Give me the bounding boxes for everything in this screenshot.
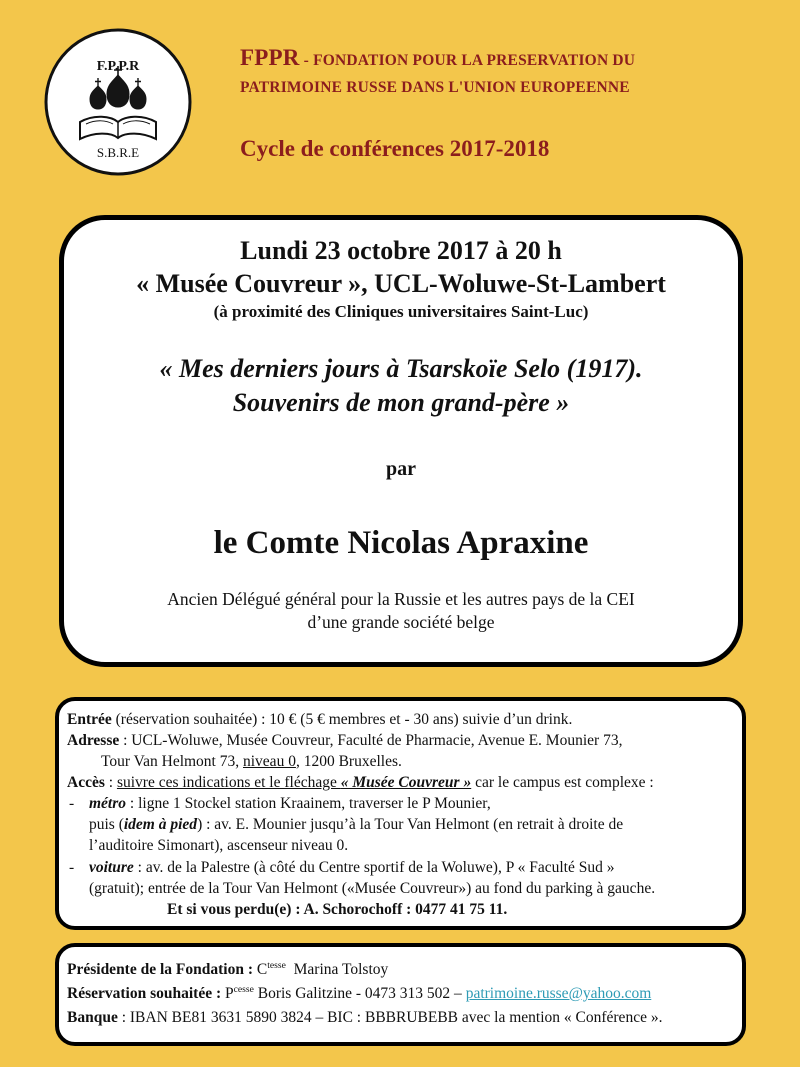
presidente-label: Présidente de la Fondation : xyxy=(67,961,257,978)
metro-line2-pre: puis ( xyxy=(89,816,124,834)
fppr-logo-svg xyxy=(42,26,194,178)
practical-info-box xyxy=(55,697,746,930)
event-proximity: (à proximité des Cliniques universitaires Saint-Luc) xyxy=(213,302,589,322)
speaker-description-line2: d’une grande société belge xyxy=(307,612,495,633)
presidente-line xyxy=(67,958,732,982)
metro-line1: : ligne 1 Stockel station Kraainem, traverser le P Mounier, xyxy=(126,795,491,813)
email-link[interactable]: patrimoine.russe@yahoo.com xyxy=(465,985,652,1003)
logo-bottom-text: S.B.R.E xyxy=(96,145,140,160)
entree-line xyxy=(67,709,732,730)
banque-text: : IBAN BE81 3631 5890 3824 – BIC : BBBRUBEBB avec la mention « Conférence ». xyxy=(117,1009,663,1027)
metro-line2 xyxy=(89,814,732,835)
presidente-title-sup: tesse xyxy=(267,959,286,971)
contact-box xyxy=(55,943,746,1046)
cycle-title: Cycle de conférences 2017-2018 xyxy=(240,136,550,161)
voiture-line1: : av. de la Palestre (à côté du Centre sportif de la Woluwe), P « Faculté Sud » xyxy=(133,858,615,876)
adresse-line2 xyxy=(67,751,732,772)
metro-line2-emphasis: idem à pied xyxy=(123,816,198,834)
org-title xyxy=(240,44,785,101)
event-venue: « Musée Couvreur », UCL-Woluwe-St-Lambert xyxy=(136,269,666,299)
reservation-line xyxy=(67,982,732,1006)
speaker-name: le Comte Nicolas Apraxine xyxy=(213,524,589,561)
banque-line xyxy=(67,1006,732,1030)
reservation-label: Réservation souhaitée : xyxy=(67,985,225,1003)
org-title-line1 xyxy=(240,44,785,74)
talk-title xyxy=(64,352,738,420)
acces-musee-couvreur: « Musée Couvreur » xyxy=(340,774,472,792)
dash-bullet: - xyxy=(69,795,75,813)
adresse-line1 xyxy=(67,730,732,751)
event-box xyxy=(59,215,743,667)
fppr-logo xyxy=(42,26,194,178)
org-title-line2: PATRIMOINE RUSSE DANS L'UNION EUROPEENNE xyxy=(240,79,630,96)
par-label: par xyxy=(386,457,416,480)
entree-label: Entrée xyxy=(67,711,112,728)
presidente-title-base: C xyxy=(256,961,268,978)
event-date: Lundi 23 octobre 2017 à 20 h xyxy=(240,236,562,265)
entree-text: (réservation souhaitée) : 10 € (5 € membres et - 30 ans) suivie d’un drink. xyxy=(111,711,573,728)
acces-line xyxy=(67,772,732,793)
adresse-text: : UCL-Woluwe, Musée Couvreur, Faculté de Pharmacie, Avenue E. Mounier 73, xyxy=(119,732,623,750)
lost-contact-line: Et si vous perdu(e) : A. Schorochoff : 0477 41 75 11. xyxy=(167,900,508,918)
logo-top-text: F.P.P.R xyxy=(96,59,140,74)
talk-title-line1: « Mes derniers jours à Tsarskoïe Selo (1917). xyxy=(159,354,643,384)
voiture-label: voiture xyxy=(89,858,134,876)
metro-label: métro xyxy=(89,795,127,813)
presidente-name: Marina Tolstoy xyxy=(285,961,389,978)
acces-label: Accès xyxy=(67,774,105,792)
reservation-title-sup: cesse xyxy=(233,983,254,995)
dash-bullet: - xyxy=(69,858,75,876)
speaker-description xyxy=(64,588,738,635)
acces-underlined: suivre ces indications et le fléchage xyxy=(116,774,341,792)
list-item-voiture xyxy=(67,857,732,899)
adresse-niveau: niveau 0 xyxy=(243,753,296,771)
adresse-label: Adresse xyxy=(67,732,120,750)
metro-line2-post: ) : av. E. Mounier jusqu’à la Tour Van Helmont (en retrait à droite de xyxy=(197,816,624,834)
acces-separator: : xyxy=(104,774,117,792)
reservation-text: Boris Galitzine - 0473 313 502 – xyxy=(253,985,466,1003)
org-abbr: FPPR xyxy=(240,45,300,70)
acces-post: car le campus est complexe : xyxy=(471,774,654,792)
adresse-line2-pre: Tour Van Helmont 73, xyxy=(101,753,243,771)
list-item-metro xyxy=(67,793,732,856)
org-line1-rest: - FONDATION POUR LA PRESERVATION DU xyxy=(303,52,636,69)
speaker-description-line1: Ancien Délégué général pour la Russie et les autres pays de la CEI xyxy=(167,588,635,609)
reservation-title-base: P xyxy=(225,985,234,1003)
banque-label: Banque xyxy=(67,1009,118,1027)
voiture-line2: (gratuit); entrée de la Tour Van Helmont («Musée Couvreur») au fond du parking à gauche. xyxy=(89,879,656,897)
adresse-line2-post: , 1200 Bruxelles. xyxy=(295,753,402,771)
metro-line3: l’auditoire Simonart), ascenseur niveau 0. xyxy=(89,837,349,855)
talk-title-line2: Souvenirs de mon grand-père » xyxy=(232,387,570,417)
